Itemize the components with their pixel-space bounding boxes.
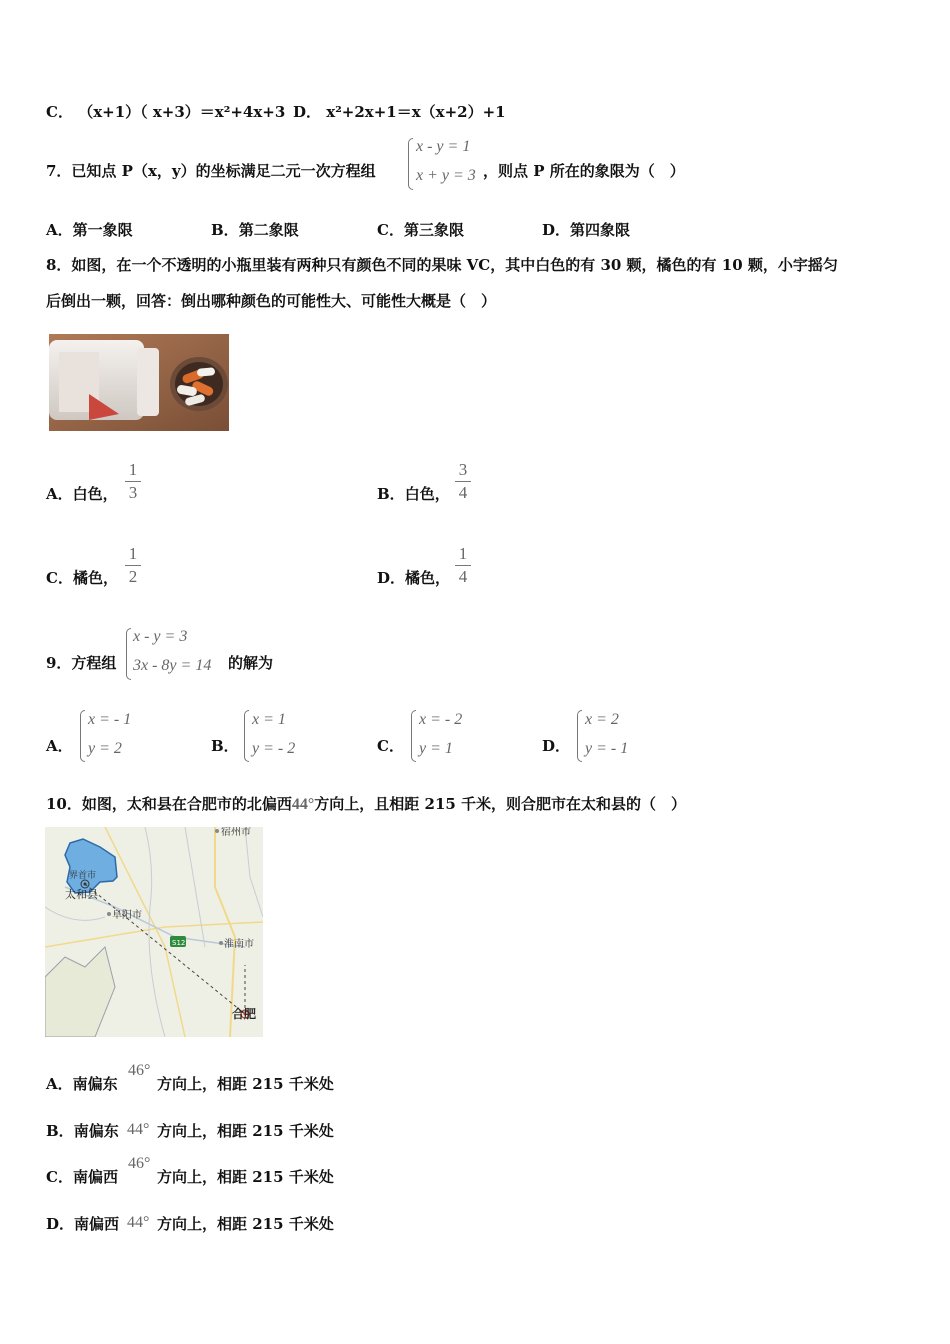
q10-option-b-rest: 方向上，相距 215 千米处	[157, 1122, 334, 1140]
q9-option-d-label: D．	[542, 737, 571, 755]
q10-stem-prefix: 10．如图，太和县在合肥市的北偏西	[46, 795, 292, 813]
q7-option-d-label: D．	[542, 221, 571, 239]
q7-stem-prefix: 7．已知点 P（x，y）的坐标满足二元一次方程组	[46, 162, 376, 180]
map-label-s12: S12	[172, 939, 186, 947]
q9-option-a-brace	[80, 710, 85, 762]
q8-stem-line1: 8．如图，在一个不透明的小瓶里装有两种只有颜色不同的果味 VC，其中白色的有 30 颗，橘色的有 10 颗，小宇摇匀	[46, 256, 838, 274]
q8-option-d	[377, 568, 450, 588]
q6-option-c-label: C．	[46, 103, 73, 121]
q9-option-d-line1: x = 2	[585, 711, 619, 728]
q7-option-d-text: 第四象限	[570, 221, 631, 239]
q10-option-d	[46, 1214, 119, 1234]
q10-option-a-angle: 46°	[128, 1062, 151, 1079]
map-label-suzhou: 宿州市	[221, 827, 251, 838]
q9-eq2: 3x - 8y = 14	[133, 657, 212, 674]
q6-option-c-text: （x+1）（ x+3）＝x²+4x+3	[78, 103, 286, 121]
q10-option-a-rest: 方向上，相距 215 千米处	[157, 1075, 334, 1093]
q6-option-c	[46, 102, 285, 122]
q10-option-b-label: B．	[46, 1122, 74, 1140]
q6-option-d-label: D．	[293, 103, 322, 121]
q9-option-c-brace	[411, 710, 416, 762]
q7-option-c	[377, 220, 464, 240]
q8-option-d-denominator: 4	[458, 567, 468, 586]
q9-option-b-line2: y = - 2	[252, 740, 296, 757]
q8-option-d-text: 橘色，	[405, 569, 451, 587]
q10-option-d-rest: 方向上，相距 215 千米处	[157, 1215, 334, 1233]
q8-option-c-numerator: 1	[128, 544, 138, 563]
q10-option-b-dir: 南偏东	[73, 1122, 119, 1140]
q9-option-a-label: A．	[46, 737, 73, 755]
q8-option-d-numerator: 1	[458, 544, 468, 563]
q6-option-d-text: x²+2x+1＝x（x+2）+1	[326, 103, 506, 121]
q7-option-b-label: B．	[211, 221, 239, 239]
q10-option-c-label: C．	[46, 1168, 73, 1186]
q8-option-d-label: D．	[377, 569, 406, 587]
q9-option-d-line2: y = - 1	[585, 740, 629, 757]
q10-stem-angle: 44°	[291, 796, 315, 813]
q8-option-a-fraction	[125, 460, 141, 503]
anhui-map	[45, 827, 263, 1037]
q7-eq2: x + y = 3	[416, 167, 476, 184]
q10-option-d-label: D．	[46, 1215, 75, 1233]
q8-option-a-label: A．	[46, 485, 73, 503]
q7-option-a-text: 第一象限	[72, 221, 133, 239]
map-label-huainan: 淮南市	[224, 939, 254, 950]
q8-option-b-fraction	[455, 460, 471, 503]
q9-option-b-brace	[244, 710, 249, 762]
q8-stem-line2: 后倒出一颗，回答：倒出哪种颜色的可能性大、可能性大概是（ ）	[46, 292, 497, 310]
q10-stem	[46, 794, 686, 815]
q10-option-b	[46, 1121, 119, 1141]
q7-brace	[408, 138, 413, 190]
q8-option-b-denominator: 4	[458, 483, 468, 502]
q10-stem-suffix: 方向上，且相距 215 千米，则合肥市在太和县的（ ）	[314, 795, 687, 813]
q8-option-d-fraction	[455, 544, 471, 587]
q8-option-a-numerator: 1	[128, 460, 138, 479]
q7-stem-suffix: ，则点 P 所在的象限为（ ）	[483, 162, 685, 180]
huainan-marker	[219, 941, 223, 945]
q8-option-b-numerator: 3	[458, 460, 468, 479]
q10-option-d-angle: 44°	[127, 1214, 150, 1231]
q7-option-c-text: 第三象限	[403, 221, 464, 239]
q7-option-b	[211, 220, 299, 240]
q10-option-b-angle: 44°	[127, 1121, 150, 1138]
q9-brace	[126, 628, 131, 680]
suzhou-marker	[215, 829, 219, 833]
map-label-jieshou: 界首市	[69, 871, 97, 881]
q9-eq1: x - y = 3	[133, 628, 188, 645]
q8-option-c-text: 橘色，	[72, 569, 118, 587]
q9-stem-prefix: 9．方程组	[46, 654, 117, 672]
q8-option-b	[377, 484, 450, 504]
q7-option-a-label: A．	[46, 221, 73, 239]
q9-option-b-line1: x = 1	[252, 711, 286, 728]
map-label-taihe: 太和县	[65, 888, 98, 901]
q9-option-c-line2: y = 1	[419, 740, 453, 757]
q8-option-c-fraction	[125, 544, 141, 587]
q10-option-a-label: A．	[46, 1075, 73, 1093]
map-label-hefei: 合肥	[232, 1007, 257, 1021]
q8-option-c	[46, 568, 118, 588]
fuyang-marker	[107, 912, 111, 916]
q7-eq1: x - y = 1	[416, 138, 471, 155]
q6-option-d	[293, 102, 506, 122]
q7-option-a	[46, 220, 133, 240]
q9-option-b-label: B．	[211, 737, 239, 755]
q9-option-d-brace	[577, 710, 582, 762]
q9-option-c-line1: x = - 2	[419, 711, 463, 728]
q9-option-a-line2: y = 2	[88, 740, 122, 757]
q10-option-c	[46, 1167, 118, 1187]
q8-option-a	[46, 484, 118, 504]
q10-option-d-dir: 南偏西	[74, 1215, 120, 1233]
q7-option-d	[542, 220, 630, 240]
q9-option-c-label: C．	[377, 737, 404, 755]
q9-stem-suffix: 的解为	[228, 654, 274, 672]
q10-option-c-rest: 方向上，相距 215 千米处	[157, 1168, 334, 1186]
map-label-fuyang: 阜阳市	[112, 910, 142, 921]
q10-option-a	[46, 1074, 118, 1094]
q7-option-c-label: C．	[377, 221, 404, 239]
q8-option-c-denominator: 2	[128, 567, 138, 586]
q9-option-a-line1: x = - 1	[88, 711, 132, 728]
q7-option-b-text: 第二象限	[238, 221, 299, 239]
q10-option-a-dir: 南偏东	[72, 1075, 118, 1093]
q10-option-c-angle: 46°	[128, 1155, 151, 1172]
q8-option-a-denominator: 3	[128, 483, 138, 502]
q8-option-c-label: C．	[46, 569, 73, 587]
q8-option-b-label: B．	[377, 485, 405, 503]
q10-option-c-dir: 南偏西	[72, 1168, 118, 1186]
q8-option-a-text: 白色，	[72, 485, 118, 503]
vitamin-bottle-photo	[49, 334, 229, 431]
q8-option-b-text: 白色，	[404, 485, 450, 503]
